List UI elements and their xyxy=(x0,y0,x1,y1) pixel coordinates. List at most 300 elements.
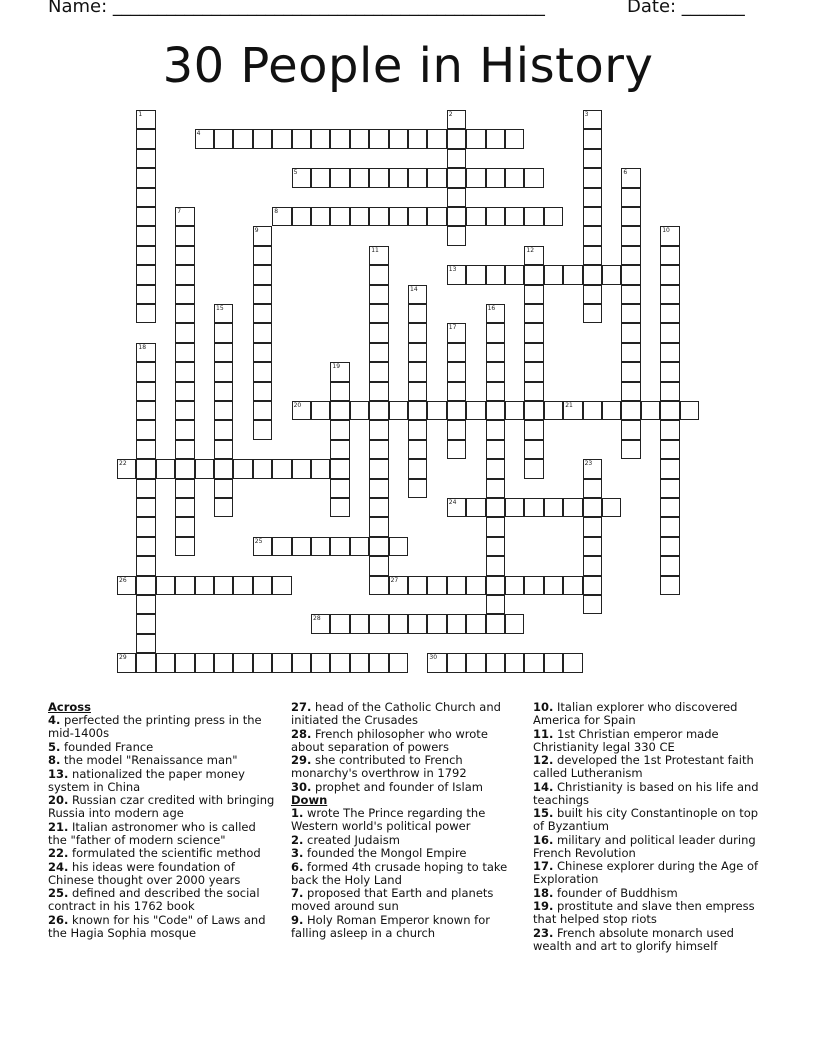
grid-cell[interactable] xyxy=(408,168,427,187)
grid-cell[interactable] xyxy=(175,285,194,304)
grid-cell[interactable] xyxy=(272,653,291,672)
grid-cell[interactable] xyxy=(389,537,408,556)
grid-cell[interactable] xyxy=(602,498,621,517)
grid-cell[interactable] xyxy=(136,362,155,381)
grid-cell[interactable] xyxy=(175,207,194,226)
grid-cell[interactable] xyxy=(136,168,155,187)
grid-cell[interactable] xyxy=(369,285,388,304)
grid-cell[interactable] xyxy=(583,459,602,478)
grid-cell[interactable] xyxy=(175,304,194,323)
grid-cell[interactable] xyxy=(466,653,485,672)
grid-cell[interactable] xyxy=(136,226,155,245)
grid-cell[interactable] xyxy=(408,343,427,362)
grid-cell[interactable] xyxy=(350,537,369,556)
grid-cell[interactable] xyxy=(408,420,427,439)
grid-cell[interactable] xyxy=(505,498,524,517)
grid-cell[interactable] xyxy=(427,401,446,420)
grid-cell[interactable] xyxy=(524,440,543,459)
grid-cell[interactable] xyxy=(505,401,524,420)
grid-cell[interactable] xyxy=(136,479,155,498)
grid-cell[interactable] xyxy=(330,401,349,420)
grid-cell[interactable] xyxy=(447,401,466,420)
grid-cell[interactable] xyxy=(447,168,466,187)
grid-cell[interactable] xyxy=(330,479,349,498)
grid-cell[interactable] xyxy=(583,498,602,517)
grid-cell[interactable] xyxy=(136,382,155,401)
grid-cell[interactable] xyxy=(330,207,349,226)
grid-cell[interactable] xyxy=(447,343,466,362)
grid-cell[interactable] xyxy=(583,207,602,226)
grid-cell[interactable] xyxy=(602,265,621,284)
grid-cell[interactable] xyxy=(447,188,466,207)
grid-cell[interactable] xyxy=(524,382,543,401)
grid-cell[interactable] xyxy=(175,498,194,517)
grid-cell[interactable] xyxy=(660,459,679,478)
grid-cell[interactable] xyxy=(369,576,388,595)
grid-cell[interactable] xyxy=(408,576,427,595)
grid-cell[interactable] xyxy=(136,517,155,536)
grid-cell[interactable] xyxy=(602,401,621,420)
grid-cell[interactable] xyxy=(583,265,602,284)
grid-cell[interactable] xyxy=(272,576,291,595)
grid-cell[interactable] xyxy=(369,653,388,672)
grid-cell[interactable] xyxy=(563,498,582,517)
grid-cell[interactable] xyxy=(524,498,543,517)
grid-cell[interactable] xyxy=(311,207,330,226)
grid-cell[interactable] xyxy=(680,401,699,420)
grid-cell[interactable] xyxy=(195,653,214,672)
grid-cell[interactable] xyxy=(292,401,311,420)
grid-cell[interactable] xyxy=(253,285,272,304)
grid-cell[interactable] xyxy=(175,401,194,420)
grid-cell[interactable] xyxy=(583,304,602,323)
grid-cell[interactable] xyxy=(621,362,640,381)
grid-cell[interactable] xyxy=(292,459,311,478)
grid-cell[interactable] xyxy=(330,440,349,459)
grid-cell[interactable] xyxy=(583,401,602,420)
grid-cell[interactable] xyxy=(466,129,485,148)
grid-cell[interactable] xyxy=(350,401,369,420)
grid-cell[interactable] xyxy=(583,168,602,187)
grid-cell[interactable] xyxy=(466,265,485,284)
grid-cell[interactable] xyxy=(369,614,388,633)
grid-cell[interactable] xyxy=(524,343,543,362)
grid-cell[interactable] xyxy=(505,576,524,595)
grid-cell[interactable] xyxy=(253,265,272,284)
grid-cell[interactable] xyxy=(253,401,272,420)
grid-cell[interactable] xyxy=(563,401,582,420)
grid-cell[interactable] xyxy=(486,595,505,614)
grid-cell[interactable] xyxy=(136,420,155,439)
grid-cell[interactable] xyxy=(330,382,349,401)
grid-cell[interactable] xyxy=(660,265,679,284)
grid-cell[interactable] xyxy=(660,304,679,323)
grid-cell[interactable] xyxy=(660,498,679,517)
grid-cell[interactable] xyxy=(311,129,330,148)
grid-cell[interactable] xyxy=(660,556,679,575)
grid-cell[interactable] xyxy=(447,382,466,401)
grid-cell[interactable] xyxy=(583,110,602,129)
grid-cell[interactable] xyxy=(369,420,388,439)
grid-cell[interactable] xyxy=(408,323,427,342)
grid-cell[interactable] xyxy=(660,382,679,401)
grid-cell[interactable] xyxy=(466,168,485,187)
grid-cell[interactable] xyxy=(253,246,272,265)
grid-cell[interactable] xyxy=(486,401,505,420)
grid-cell[interactable] xyxy=(524,401,543,420)
grid-cell[interactable] xyxy=(524,576,543,595)
grid-cell[interactable] xyxy=(486,304,505,323)
grid-cell[interactable] xyxy=(350,207,369,226)
grid-cell[interactable] xyxy=(524,207,543,226)
grid-cell[interactable] xyxy=(389,129,408,148)
grid-cell[interactable] xyxy=(408,129,427,148)
grid-cell[interactable] xyxy=(117,459,136,478)
grid-cell[interactable] xyxy=(544,265,563,284)
grid-cell[interactable] xyxy=(311,614,330,633)
grid-cell[interactable] xyxy=(117,576,136,595)
grid-cell[interactable] xyxy=(369,459,388,478)
grid-cell[interactable] xyxy=(175,343,194,362)
grid-cell[interactable] xyxy=(408,614,427,633)
grid-cell[interactable] xyxy=(156,653,175,672)
grid-cell[interactable] xyxy=(214,343,233,362)
grid-cell[interactable] xyxy=(369,517,388,536)
grid-cell[interactable] xyxy=(486,129,505,148)
grid-cell[interactable] xyxy=(544,401,563,420)
grid-cell[interactable] xyxy=(621,401,640,420)
grid-cell[interactable] xyxy=(486,323,505,342)
grid-cell[interactable] xyxy=(311,653,330,672)
grid-cell[interactable] xyxy=(427,653,446,672)
grid-cell[interactable] xyxy=(486,343,505,362)
grid-cell[interactable] xyxy=(214,576,233,595)
grid-cell[interactable] xyxy=(117,653,136,672)
grid-cell[interactable] xyxy=(621,265,640,284)
grid-cell[interactable] xyxy=(330,614,349,633)
grid-cell[interactable] xyxy=(253,226,272,245)
grid-cell[interactable] xyxy=(214,479,233,498)
grid-cell[interactable] xyxy=(544,576,563,595)
grid-cell[interactable] xyxy=(311,401,330,420)
grid-cell[interactable] xyxy=(369,343,388,362)
grid-cell[interactable] xyxy=(505,168,524,187)
grid-cell[interactable] xyxy=(136,110,155,129)
grid-cell[interactable] xyxy=(330,498,349,517)
grid-cell[interactable] xyxy=(447,420,466,439)
grid-cell[interactable] xyxy=(175,226,194,245)
grid-cell[interactable] xyxy=(175,323,194,342)
grid-cell[interactable] xyxy=(524,362,543,381)
grid-cell[interactable] xyxy=(292,207,311,226)
grid-cell[interactable] xyxy=(466,207,485,226)
grid-cell[interactable] xyxy=(175,479,194,498)
grid-cell[interactable] xyxy=(621,440,640,459)
grid-cell[interactable] xyxy=(660,323,679,342)
grid-cell[interactable] xyxy=(136,304,155,323)
grid-cell[interactable] xyxy=(466,401,485,420)
grid-cell[interactable] xyxy=(330,420,349,439)
grid-cell[interactable] xyxy=(292,168,311,187)
grid-cell[interactable] xyxy=(136,614,155,633)
grid-cell[interactable] xyxy=(136,576,155,595)
grid-cell[interactable] xyxy=(253,304,272,323)
grid-cell[interactable] xyxy=(136,440,155,459)
grid-cell[interactable] xyxy=(447,576,466,595)
grid-cell[interactable] xyxy=(660,537,679,556)
grid-cell[interactable] xyxy=(175,440,194,459)
grid-cell[interactable] xyxy=(369,265,388,284)
grid-cell[interactable] xyxy=(175,382,194,401)
grid-cell[interactable] xyxy=(447,110,466,129)
grid-cell[interactable] xyxy=(136,401,155,420)
grid-cell[interactable] xyxy=(369,362,388,381)
grid-cell[interactable] xyxy=(175,576,194,595)
grid-cell[interactable] xyxy=(156,459,175,478)
grid-cell[interactable] xyxy=(583,517,602,536)
grid-cell[interactable] xyxy=(350,129,369,148)
grid-cell[interactable] xyxy=(214,304,233,323)
grid-cell[interactable] xyxy=(156,576,175,595)
grid-cell[interactable] xyxy=(641,401,660,420)
grid-cell[interactable] xyxy=(621,188,640,207)
grid-cell[interactable] xyxy=(389,168,408,187)
grid-cell[interactable] xyxy=(408,285,427,304)
grid-cell[interactable] xyxy=(136,595,155,614)
grid-cell[interactable] xyxy=(311,459,330,478)
grid-cell[interactable] xyxy=(136,343,155,362)
grid-cell[interactable] xyxy=(369,304,388,323)
grid-cell[interactable] xyxy=(486,265,505,284)
grid-cell[interactable] xyxy=(427,168,446,187)
grid-cell[interactable] xyxy=(408,459,427,478)
grid-cell[interactable] xyxy=(447,440,466,459)
grid-cell[interactable] xyxy=(621,420,640,439)
grid-cell[interactable] xyxy=(524,420,543,439)
grid-cell[interactable] xyxy=(253,323,272,342)
grid-cell[interactable] xyxy=(447,614,466,633)
grid-cell[interactable] xyxy=(660,362,679,381)
grid-cell[interactable] xyxy=(408,362,427,381)
grid-cell[interactable] xyxy=(486,207,505,226)
grid-cell[interactable] xyxy=(175,517,194,536)
grid-cell[interactable] xyxy=(621,168,640,187)
grid-cell[interactable] xyxy=(136,246,155,265)
grid-cell[interactable] xyxy=(272,459,291,478)
grid-cell[interactable] xyxy=(408,304,427,323)
grid-cell[interactable] xyxy=(369,168,388,187)
grid-cell[interactable] xyxy=(427,576,446,595)
grid-cell[interactable] xyxy=(486,653,505,672)
grid-cell[interactable] xyxy=(486,498,505,517)
grid-cell[interactable] xyxy=(486,168,505,187)
grid-cell[interactable] xyxy=(660,479,679,498)
grid-cell[interactable] xyxy=(253,653,272,672)
grid-cell[interactable] xyxy=(524,246,543,265)
grid-cell[interactable] xyxy=(583,537,602,556)
grid-cell[interactable] xyxy=(447,265,466,284)
grid-cell[interactable] xyxy=(272,207,291,226)
grid-cell[interactable] xyxy=(583,479,602,498)
grid-cell[interactable] xyxy=(330,362,349,381)
grid-cell[interactable] xyxy=(214,459,233,478)
grid-cell[interactable] xyxy=(621,343,640,362)
grid-cell[interactable] xyxy=(583,226,602,245)
grid-cell[interactable] xyxy=(505,207,524,226)
grid-cell[interactable] xyxy=(389,401,408,420)
grid-cell[interactable] xyxy=(389,653,408,672)
grid-cell[interactable] xyxy=(272,129,291,148)
grid-cell[interactable] xyxy=(621,226,640,245)
grid-cell[interactable] xyxy=(621,323,640,342)
grid-cell[interactable] xyxy=(447,653,466,672)
grid-cell[interactable] xyxy=(330,168,349,187)
grid-cell[interactable] xyxy=(311,168,330,187)
grid-cell[interactable] xyxy=(195,129,214,148)
grid-cell[interactable] xyxy=(136,265,155,284)
grid-cell[interactable] xyxy=(214,323,233,342)
grid-cell[interactable] xyxy=(486,479,505,498)
grid-cell[interactable] xyxy=(447,498,466,517)
grid-cell[interactable] xyxy=(330,537,349,556)
grid-cell[interactable] xyxy=(505,265,524,284)
grid-cell[interactable] xyxy=(195,576,214,595)
date-field[interactable]: Date: _______ xyxy=(627,0,745,17)
grid-cell[interactable] xyxy=(447,362,466,381)
grid-cell[interactable] xyxy=(466,498,485,517)
grid-cell[interactable] xyxy=(175,362,194,381)
grid-cell[interactable] xyxy=(389,576,408,595)
grid-cell[interactable] xyxy=(447,149,466,168)
grid-cell[interactable] xyxy=(486,382,505,401)
grid-cell[interactable] xyxy=(524,459,543,478)
grid-cell[interactable] xyxy=(369,246,388,265)
grid-cell[interactable] xyxy=(136,207,155,226)
grid-cell[interactable] xyxy=(583,595,602,614)
grid-cell[interactable] xyxy=(136,634,155,653)
grid-cell[interactable] xyxy=(524,304,543,323)
grid-cell[interactable] xyxy=(311,537,330,556)
grid-cell[interactable] xyxy=(447,207,466,226)
grid-cell[interactable] xyxy=(486,459,505,478)
grid-cell[interactable] xyxy=(505,653,524,672)
grid-cell[interactable] xyxy=(544,498,563,517)
grid-cell[interactable] xyxy=(253,576,272,595)
grid-cell[interactable] xyxy=(369,537,388,556)
grid-cell[interactable] xyxy=(486,556,505,575)
grid-cell[interactable] xyxy=(330,129,349,148)
grid-cell[interactable] xyxy=(427,614,446,633)
grid-cell[interactable] xyxy=(272,537,291,556)
grid-cell[interactable] xyxy=(408,479,427,498)
grid-cell[interactable] xyxy=(136,285,155,304)
grid-cell[interactable] xyxy=(136,149,155,168)
grid-cell[interactable] xyxy=(544,653,563,672)
grid-cell[interactable] xyxy=(214,382,233,401)
grid-cell[interactable] xyxy=(486,362,505,381)
grid-cell[interactable] xyxy=(369,129,388,148)
grid-cell[interactable] xyxy=(524,653,543,672)
grid-cell[interactable] xyxy=(214,653,233,672)
grid-cell[interactable] xyxy=(233,459,252,478)
grid-cell[interactable] xyxy=(583,149,602,168)
grid-cell[interactable] xyxy=(583,576,602,595)
grid-cell[interactable] xyxy=(486,420,505,439)
grid-cell[interactable] xyxy=(408,401,427,420)
grid-cell[interactable] xyxy=(175,653,194,672)
grid-cell[interactable] xyxy=(660,343,679,362)
grid-cell[interactable] xyxy=(214,420,233,439)
grid-cell[interactable] xyxy=(427,207,446,226)
grid-cell[interactable] xyxy=(660,576,679,595)
grid-cell[interactable] xyxy=(136,653,155,672)
grid-cell[interactable] xyxy=(660,420,679,439)
grid-cell[interactable] xyxy=(447,226,466,245)
grid-cell[interactable] xyxy=(350,168,369,187)
grid-cell[interactable] xyxy=(175,459,194,478)
grid-cell[interactable] xyxy=(233,653,252,672)
grid-cell[interactable] xyxy=(583,556,602,575)
grid-cell[interactable] xyxy=(447,129,466,148)
grid-cell[interactable] xyxy=(583,246,602,265)
grid-cell[interactable] xyxy=(563,653,582,672)
grid-cell[interactable] xyxy=(524,285,543,304)
grid-cell[interactable] xyxy=(195,459,214,478)
grid-cell[interactable] xyxy=(563,265,582,284)
grid-cell[interactable] xyxy=(563,576,582,595)
grid-cell[interactable] xyxy=(408,382,427,401)
grid-cell[interactable] xyxy=(466,614,485,633)
grid-cell[interactable] xyxy=(292,653,311,672)
grid-cell[interactable] xyxy=(214,129,233,148)
grid-cell[interactable] xyxy=(369,479,388,498)
grid-cell[interactable] xyxy=(524,323,543,342)
grid-cell[interactable] xyxy=(175,537,194,556)
grid-cell[interactable] xyxy=(621,246,640,265)
grid-cell[interactable] xyxy=(136,537,155,556)
grid-cell[interactable] xyxy=(253,459,272,478)
grid-cell[interactable] xyxy=(505,614,524,633)
grid-cell[interactable] xyxy=(253,362,272,381)
grid-cell[interactable] xyxy=(369,498,388,517)
grid-cell[interactable] xyxy=(136,459,155,478)
grid-cell[interactable] xyxy=(486,614,505,633)
grid-cell[interactable] xyxy=(621,304,640,323)
grid-cell[interactable] xyxy=(175,246,194,265)
grid-cell[interactable] xyxy=(369,556,388,575)
grid-cell[interactable] xyxy=(524,168,543,187)
grid-cell[interactable] xyxy=(136,556,155,575)
grid-cell[interactable] xyxy=(369,323,388,342)
grid-cell[interactable] xyxy=(621,207,640,226)
grid-cell[interactable] xyxy=(583,285,602,304)
grid-cell[interactable] xyxy=(486,537,505,556)
grid-cell[interactable] xyxy=(544,207,563,226)
grid-cell[interactable] xyxy=(214,498,233,517)
grid-cell[interactable] xyxy=(660,440,679,459)
grid-cell[interactable] xyxy=(330,459,349,478)
grid-cell[interactable] xyxy=(505,129,524,148)
grid-cell[interactable] xyxy=(350,653,369,672)
grid-cell[interactable] xyxy=(447,323,466,342)
grid-cell[interactable] xyxy=(292,537,311,556)
grid-cell[interactable] xyxy=(408,207,427,226)
grid-cell[interactable] xyxy=(660,401,679,420)
grid-cell[interactable] xyxy=(466,576,485,595)
grid-cell[interactable] xyxy=(214,440,233,459)
grid-cell[interactable] xyxy=(583,188,602,207)
grid-cell[interactable] xyxy=(292,129,311,148)
